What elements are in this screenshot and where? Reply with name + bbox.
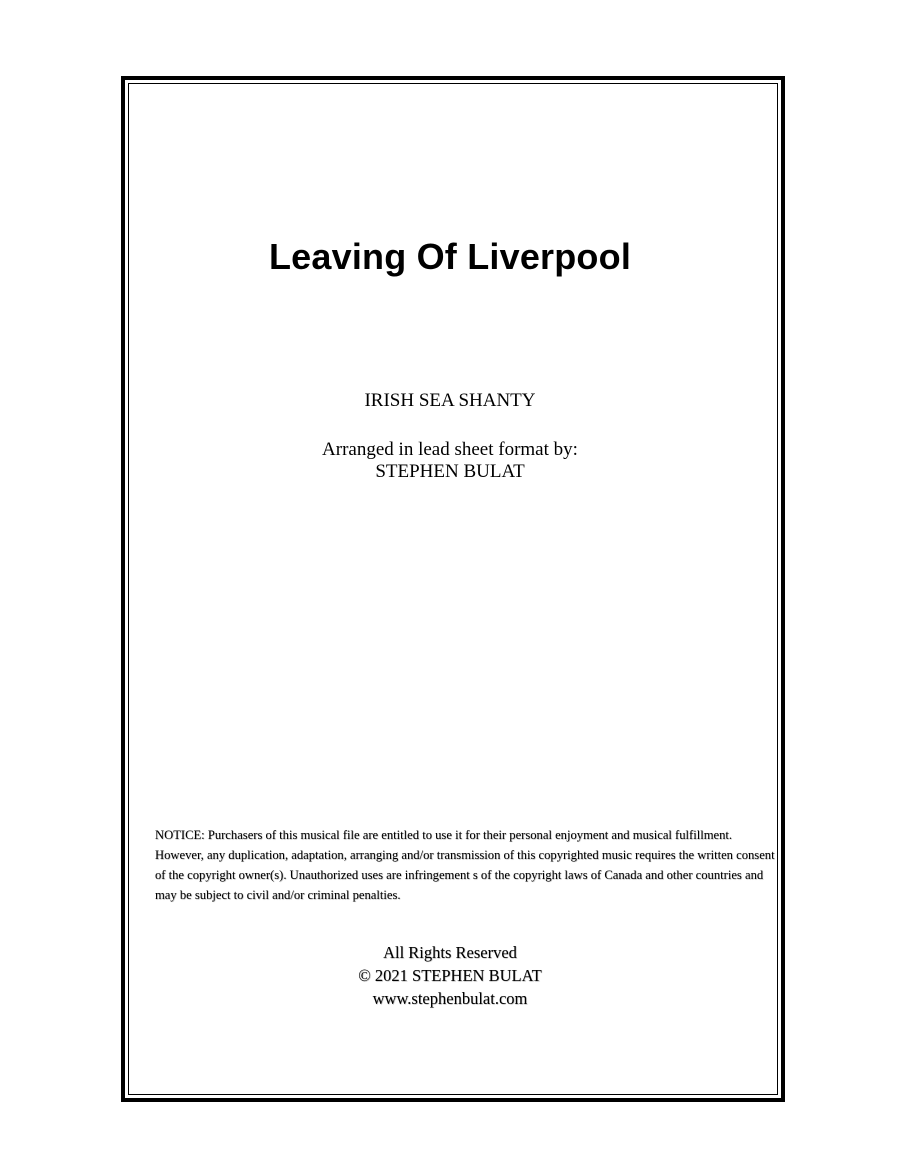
footer-block (0, 941, 900, 1010)
arranged-by-label: Arranged in lead sheet format by: (322, 439, 578, 460)
copyright-line: © 2021 STEPHEN BULAT (358, 966, 542, 985)
document-title: Leaving Of Liverpool (268, 236, 632, 277)
website-link[interactable]: www.stephenbulat.com (372, 989, 528, 1008)
copyright-notice: NOTICE: Purchasers of this musical file are entitled to use it for their personal enjoyment and musical fulfillment. However, any duplication, adaptation, arranging and/or transmission of this copyrighted music requires the written consent of the copyright owner(s). Unauthorized uses are infringement s of the copyright laws of Canada and other countries and may be subject to civil and/or criminal penalties. (155, 828, 775, 902)
document-subtitle: IRISH SEA SHANTY (364, 390, 536, 411)
rights-reserved: All Rights Reserved (383, 943, 517, 962)
arrangement-credit (0, 439, 900, 483)
arranger-name: STEPHEN BULAT (375, 461, 525, 482)
